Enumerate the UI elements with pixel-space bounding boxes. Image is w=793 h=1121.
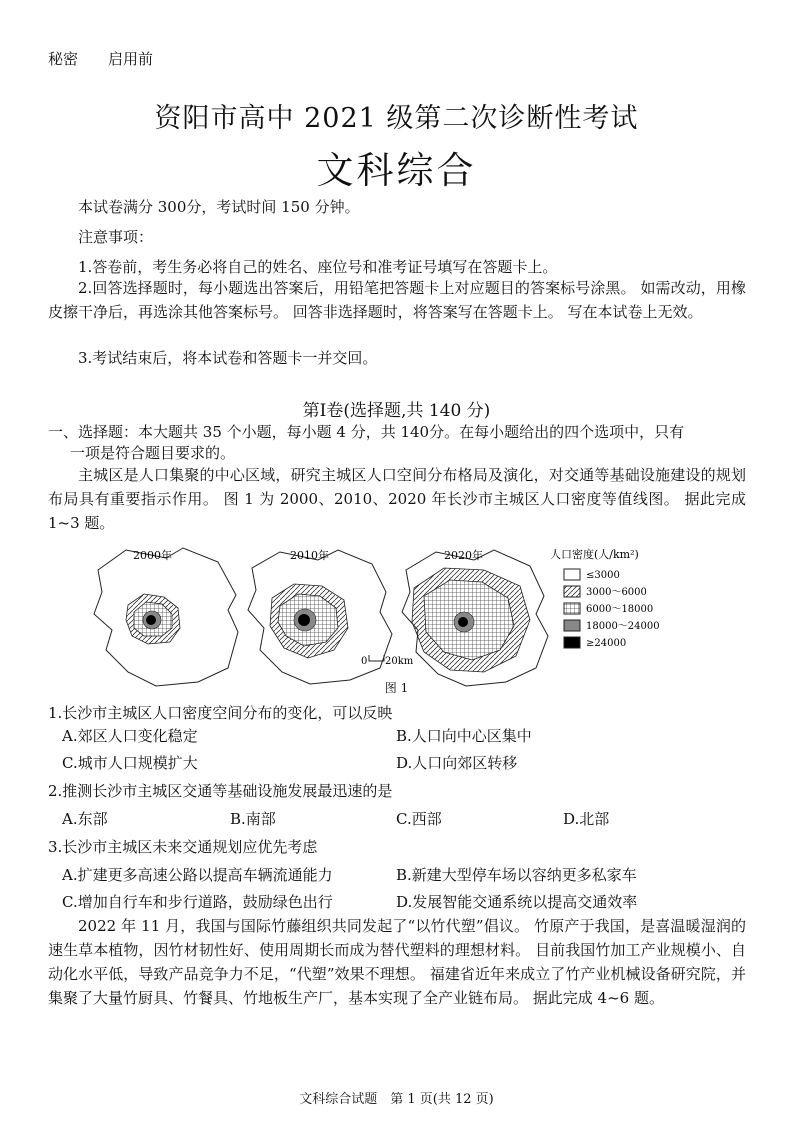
scale-zero-label: 0 <box>361 656 368 667</box>
section-title: 第Ⅰ卷(选择题,共 140 分) <box>302 401 491 421</box>
map-2010 <box>248 548 392 684</box>
question-2-option-c: C.西部 <box>396 810 442 828</box>
before-use-label: 启用前 <box>108 50 154 68</box>
question-2-option-d: D.北部 <box>563 810 610 828</box>
figure-1-map <box>78 540 698 700</box>
legend <box>550 547 660 649</box>
legend-swatch-4 <box>564 620 580 631</box>
scale-distance-label: 20km <box>385 656 414 667</box>
year-label-2000: 2000年 <box>133 549 172 562</box>
question-2-stem: 2.推测长沙市主城区交通等基础设施发展最迅速的是 <box>48 782 393 800</box>
year-label-2010: 2010年 <box>290 549 329 562</box>
question-3-option-a: A.扩建更多高速公路以提高车辆流通能力 <box>62 866 333 884</box>
question-2-option-b: B.南部 <box>230 810 276 828</box>
exam-intro: 本试卷满分 300分，考试时间 150 分钟。 <box>78 198 360 216</box>
map-2000 <box>94 548 238 686</box>
page-footer: 文科综合试题 第 1 页(共 12 页) <box>299 1092 494 1107</box>
legend-label-5: ≥24000 <box>586 638 627 649</box>
question-3-stem: 3.长沙市主城区未来交通规划应优先考虑 <box>48 838 318 856</box>
legend-swatch-5 <box>564 637 580 648</box>
question-3-option-b: B.新建大型停车场以容纳更多私家车 <box>396 866 637 884</box>
question-1-option-d: D.人口向郊区转移 <box>396 754 518 772</box>
passage-2: 2022 年 11 月，我国与国际竹藤组织共同发起了“以竹代塑”倡议。 竹原产于我国，是喜温暖湿润的速生草本植物，因竹材韧性好、使用周期长而成为替代塑料的理想材料。 目前我国竹加工产业规模小、自动化水平低，导致产品竞争力不足，“代塑”效果不理想。 福建省近年来成立了竹产业机械设备研究院，并集聚了大量竹厨具、竹餐具、竹地板生产厂，基本实现了全产业链布局。 据此完成 4~6 题。 <box>48 917 746 1007</box>
notes-heading: 注意事项： <box>78 228 154 246</box>
legend-swatch-1 <box>564 569 580 580</box>
question-2-option-a: A.东部 <box>62 810 108 828</box>
section-instruction-line1: 一、选择题：本大题共 35 个小题，每小题 4 分，共 140分。在每小题给出的四个选项中，只有 <box>48 423 685 441</box>
legend-label-4: 18000～24000 <box>586 621 660 632</box>
secret-label: 秘密 <box>48 50 79 68</box>
question-1-option-c: C.城市人口规模扩大 <box>62 754 198 772</box>
legend-swatch-3 <box>564 603 580 614</box>
question-3-option-d: D.发展智能交通系统以提高交通效率 <box>396 893 638 911</box>
legend-swatch-2 <box>564 586 580 597</box>
legend-label-2: 3000～6000 <box>586 587 647 598</box>
figure-caption: 图 1 <box>384 681 409 695</box>
confidential-mark <box>48 48 153 69</box>
question-1-stem: 1.长沙市主城区人口密度空间分布的变化，可以反映 <box>48 704 393 722</box>
question-1-option-a: A.郊区人口变化稳定 <box>62 727 198 745</box>
subject-title: 文科综合 <box>316 149 477 192</box>
year-label-2020: 2020年 <box>444 549 483 562</box>
note-3: 3.考试结束后，将本试卷和答题卡一并交回。 <box>78 349 378 367</box>
legend-label-1: ≤3000 <box>586 570 620 581</box>
question-1-option-b: B.人口向中心区集中 <box>396 727 532 745</box>
question-3-option-c: C.增加自行车和步行道路，鼓励绿色出行 <box>62 893 333 911</box>
passage-1: 主城区是人口集聚的中心区域，研究主城区人口空间分布格局及演化，对交通等基础设施建设的规划布局具有重要指示作用。 图 1 为 2000、2010、2020 年长沙市主城区人口密度等值线图。 据此完成 1~3 题。 <box>48 466 746 532</box>
section-instruction-line2: 一项是符合题目要求的。 <box>70 444 236 462</box>
note-2: 2.回答选择题时，每小题选出答案后，用铅笔把答题卡上对应题目的答案标号涂黑。 如需改动，用橡皮擦干净后，再选涂其他答案标号。 回答非选择题时，将答案写在答题卡上。 写在本试卷上无效。 <box>48 279 746 321</box>
legend-title: 人口密度(人/km²) <box>550 548 639 561</box>
exam-title: 资阳市高中 2021 级第二次诊断性考试 <box>154 103 639 134</box>
note-1: 1.答卷前，考生务必将自己的姓名、座位号和准考证号填写在答题卡上。 <box>78 258 558 276</box>
legend-label-3: 6000～18000 <box>586 604 654 615</box>
map-2020 <box>402 548 548 686</box>
